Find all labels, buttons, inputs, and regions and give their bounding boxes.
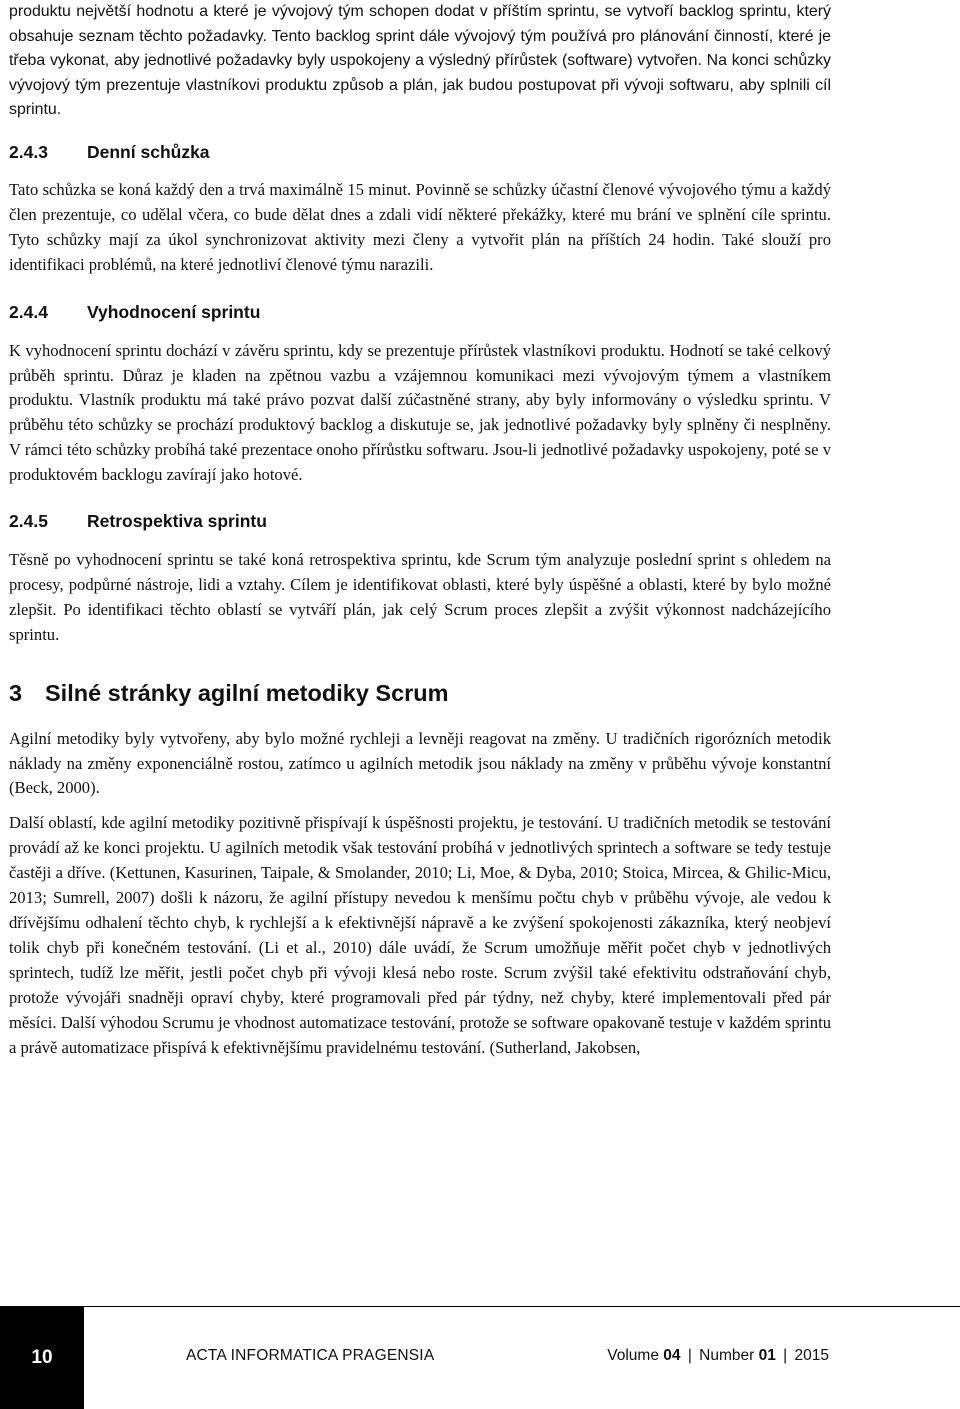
separator: |: [783, 1347, 788, 1364]
section-number: 2.4.5: [9, 511, 48, 532]
chapter-number: 3: [9, 679, 23, 706]
journal-name: ACTA INFORMATICA PRAGENSIA: [186, 1347, 435, 1364]
paragraph-intro: produktu největší hodnotu a které je vývojový tým schopen dodat v příštím sprintu, se vytvoří backlog sprintu, který obsahuje seznam těchto požadavky. Tento backlog sprint dále vývojový tým používá pro plánování činností, které je třeba vykonat, aby jednotlivé požadavky byly uspokojeny a výsledný přírůstek (software) vytvořen. Na konci schůzky vývojový tým prezentuje vlastníkovi produktu způsob a plán, jak budou postupovat při vývoji softwaru, aby splnili cíl sprintu.: [9, 3, 831, 119]
section-number: 2.4.3: [9, 141, 48, 162]
chapter-heading-3: [9, 678, 831, 708]
paragraph-2-4-4: K vyhodnocení sprintu dochází v závěru sprintu, kdy se prezentuje přírůstek vlastníkovi produktu. Hodnotí se také celkový průběh sprintu. Důraz je kladen na zpětnou vazbu a vzájemnou komunikaci mezi vývojovým týmem a vlastníkem produktu. Vlastník produktu má také právo pozvat další zúčastněné strany, aby byly informovány o výsledku sprintu. V průběhu této schůzky se prochází produktový backlog a diskutuje se, jak jednotlivé požadavky byly splněny či nesplněny. V rámci této schůzky probíhá také prezentace onoho přírůstku softwaru. Jsou-li jednotlivé požadavky uspokojeny, poté se v produktovém backlogu zavírají jako hotové.: [9, 340, 831, 485]
paragraph-3a: Agilní metodiky byly vytvořeny, aby bylo možné rychleji a levněji reagovat na změny. U tradičních rigorózních metodik náklady na změny exponenciálně rostou, zatímco u agilních metodik jsou náklady na změny v průběhu vývoje konstantní (Beck, 2000).: [9, 728, 831, 798]
section-title: Denní schůzka: [87, 141, 210, 162]
volume-label: Volume: [607, 1347, 659, 1364]
number-label: Number: [699, 1347, 755, 1364]
paragraph-2-4-5: Těsně po vyhodnocení sprintu se také koná retrospektiva sprintu, kde Scrum tým analyzuje poslední sprint s ohledem na procesy, podpůrné nástroje, lidi a vztahy. Cílem je identifikovat oblasti, které byly úspěšné a oblasti, které by bylo možné zlepšit. Po identifikaci těchto oblastí se vytváří plán, jak celý Scrum proces zlepšit a zvýšit výkonnost nadcházejícího sprintu.: [9, 550, 831, 644]
page-number: 10: [0, 1307, 84, 1409]
volume-value: 04: [663, 1347, 681, 1364]
paragraph-3b: Další oblastí, kde agilní metodiky pozitivně přispívají k úspěšnosti projektu, je testování. U tradičních metodik se testování provádí až ke konci projektu. U agilních metodik však testování probíhá v jednotlivých sprintech a software se tedy testuje častěji a dříve. (Kettunen, Kasurinen, Taipale, & Smolander, 2010; Li, Moe, & Dyba, 2010; Stoica, Mircea, & Ghilic-Micu, 2013; Sumrell, 2007) došli k názoru, že agilní přístupy nevedou k menšímu počtu chyb v průběhu vývoje, ale vedou k dřívějšímu odhalení těchto chyb, k rychlejší a k efektivnější nápravě a ke zvýšení spokojenosti zákazníka, který neobjeví tolik chyb při konečném testování. (Li et al., 2010) dále uvádí, že Scrum umožňuje měřit počet chyb v jednotlivých sprintech, tudíž lze měřit, jestli počet chyb při vývoji klesá nebo roste. Scrum zvýšil také efektivitu odstraňování chyb, protože vývojáři snadněji opraví chyby, které programovali před pár týdny, než chyby, které implementovali před pár měsíci. Další výhodou Scrumu je vhodnost automatizace testování, protože se software opakovaně testuje v každém sprintu a právě automatizace přispívá k efektivnějšímu pravidelnému testování. (Sutherland, Jakobsen,: [9, 813, 831, 1057]
chapter-title: Silné stránky agilní metodiky Scrum: [45, 679, 449, 706]
separator: |: [687, 1347, 692, 1364]
year: 2015: [794, 1347, 829, 1364]
number-value: 01: [758, 1347, 776, 1364]
paragraph-2-4-3: Tato schůzka se koná každý den a trvá maximálně 15 minut. Povinně se schůzky účastní členové vývojového týmu a každý člen prezentuje, co udělal včera, co bude dělat dnes a zdali vidí některé překážky, které mu brání ve splnění cíle sprintu. Tyto schůzky mají za úkol synchronizovat aktivity mezi členy a vytvořit plán na příštích 24 hodin. Také slouží pro identifikaci problémů, na které jednotliví členové týmu narazili.: [9, 179, 831, 274]
section-title: Vyhodnocení sprintu: [87, 301, 261, 322]
section-heading-2-4-3: [9, 140, 831, 164]
page-content: [9, 0, 831, 1060]
section-heading-2-4-4: [9, 300, 831, 324]
page-footer: [0, 1306, 960, 1409]
section-number: 2.4.4: [9, 301, 48, 322]
section-title: Retrospektiva sprintu: [87, 511, 267, 532]
section-heading-2-4-5: [9, 509, 831, 533]
issue-info: [607, 1347, 829, 1365]
